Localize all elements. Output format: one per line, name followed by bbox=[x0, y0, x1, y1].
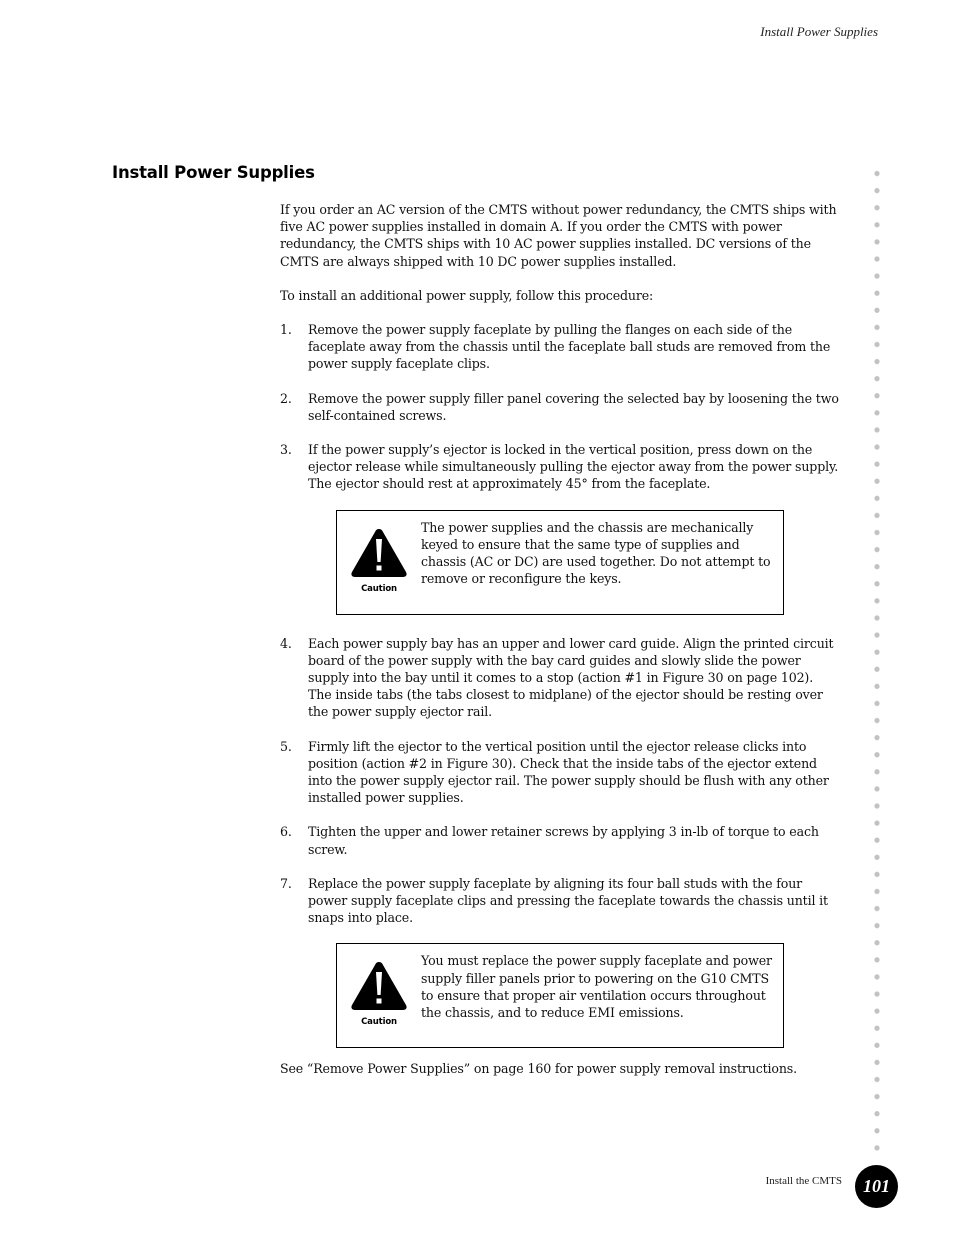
caution-box bbox=[336, 510, 784, 615]
step-text: Tighten the upper and lower retainer screws by applying 3 in-lb of torque to each screw. bbox=[308, 824, 819, 857]
section-title: Install Power Supplies bbox=[112, 163, 315, 182]
step-number: 3. bbox=[280, 442, 292, 458]
caution-triangle-icon bbox=[350, 960, 408, 1012]
caution-box bbox=[336, 943, 784, 1048]
procedure-intro: To install an additional power supply, follow this procedure: bbox=[280, 287, 654, 303]
step-text: Replace the power supply faceplate by aligning its four ball studs with the four power supply faceplate clips and pressing the faceplate towards the chassis until it snaps into place. bbox=[308, 875, 828, 926]
footer-chapter-label: Install the CMTS bbox=[765, 1175, 842, 1187]
step-text: Firmly lift the ejector to the vertical position until the ejector release clicks into position (action #2 in Figure 30). Check that the inside tabs of the ejector extend into the power supply ejector rail. The power supply should be flush with any other installed power supplies. bbox=[308, 738, 829, 806]
procedure-steps-continued bbox=[280, 635, 840, 927]
step-item bbox=[280, 823, 840, 857]
step-item bbox=[280, 738, 840, 807]
step-number: 6. bbox=[280, 824, 292, 840]
body-content bbox=[280, 201, 840, 1095]
step-text: Remove the power supply filler panel covering the selected bay by loosening the two self-contained screws. bbox=[308, 390, 839, 423]
caution-triangle-icon bbox=[350, 527, 408, 579]
closing-paragraph: See “Remove Power Supplies” on page 160 for power supply removal instructions. bbox=[280, 1061, 797, 1077]
step-text: If the power supply’s ejector is locked in the vertical position, press down on the ejector release while simultaneously pulling the ejector away from the power supply. The ejector should rest at approximately 45° from the faceplate. bbox=[308, 442, 839, 492]
step-number: 4. bbox=[280, 635, 292, 651]
step-number: 2. bbox=[280, 390, 292, 406]
margin-dot-rule bbox=[871, 165, 883, 1160]
step-number: 7. bbox=[280, 875, 292, 891]
caution-label: Caution bbox=[361, 583, 397, 594]
caution-text: You must replace the power supply faceplate and power supply filler panels prior to powering on the G10 CMTS to ensure that proper air ventilation occurs throughout the chassis, and to reduce EMI emissions. bbox=[421, 953, 772, 1021]
step-number: 5. bbox=[280, 738, 292, 754]
page-number-badge: 101 bbox=[855, 1165, 898, 1208]
step-item bbox=[280, 441, 840, 493]
caution-text: The power supplies and the chassis are mechanically keyed to ensure that the same type of supplies and chassis (AC or DC) are used together. Do not attempt to remove or reconfigure the keys. bbox=[421, 519, 771, 587]
intro-paragraph: If you order an AC version of the CMTS without power redundancy, the CMTS ships with five AC power supplies installed in domain A. If you order the CMTS with power redundancy, the CMTS ships with 10 AC power supplies installed. DC versions of the CMTS are always shipped with 10 DC power supplies installed. bbox=[280, 202, 837, 269]
step-text: Each power supply bay has an upper and lower card guide. Align the printed circuit board of the power supply with the bay card guides and slowly slide the power supply into the bay until it comes to a stop (action #1 in Figure 30 on page 102). The inside tabs (the tabs closest to midplane) of the ejector should be resting over the power supply ejector rail. bbox=[308, 635, 834, 720]
procedure-steps bbox=[280, 321, 840, 493]
step-item bbox=[280, 875, 840, 927]
step-text: Remove the power supply faceplate by pulling the flanges on each side of the faceplate away from the chassis until the faceplate ball studs are removed from the power supply faceplate clips. bbox=[308, 322, 831, 372]
step-item bbox=[280, 390, 840, 424]
caution-label: Caution bbox=[361, 1017, 397, 1028]
step-item bbox=[280, 321, 840, 373]
running-header: Install Power Supplies bbox=[760, 24, 878, 39]
step-number: 1. bbox=[280, 322, 292, 338]
step-item bbox=[280, 635, 840, 721]
